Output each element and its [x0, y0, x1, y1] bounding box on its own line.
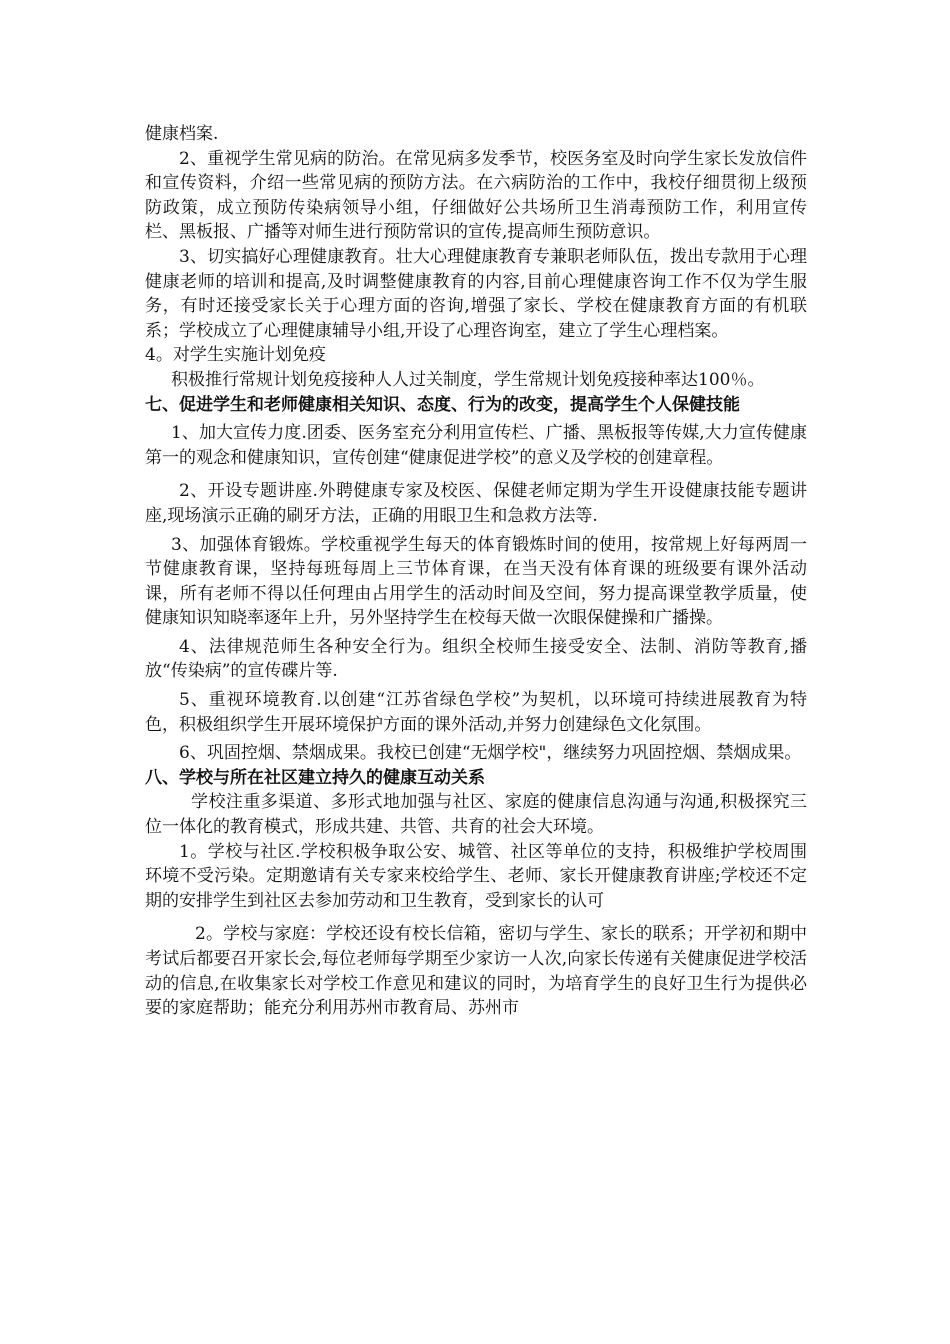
paragraph-lectures: 2、开设专题讲座.外聘健康专家及校医、保健老师定期为学生开设健康技能专题讲座,现场演示正确的刷牙方法，正确的用眼卫生和急救方法等. [145, 481, 807, 526]
document-body [145, 122, 807, 1021]
section-heading-7: 七、促进学生和老师健康相关知识、态度、行为的改变，提高学生个人保健技能 [145, 394, 740, 415]
paragraph-immunization: 积极推行常规计划免疫接种人人过关制度，学生常规计划免疫接种率达100％。 [171, 369, 765, 390]
paragraph-mental-health: 3、切实搞好心理健康教育。壮大心理健康教育专兼职老师队伍，拨出专款用于心理健康老师的培训和提高,及时调整健康教育的内容,目前心理健康咨询工作不仅为学生服务，有时还接受家长关于心理方面的咨询,增强了家长、学校在健康教育方面的有机联系；学校成立了心理健康辅导小组,开设了心理咨询室，建立了学生心理档案。 [145, 246, 807, 341]
paragraph-community-intro: 学校注重多渠道、多形式地加强与社区、家庭的健康信息沟通与沟通,积极探究三位一体化的教育模式，形成共建、共管、共育的社会大环境。 [145, 792, 807, 838]
paragraph-disease-prevention: 2、重视学生常见病的防治。在常见病多发季节，校医务室及时向学生家长发放信件和宣传资料，介绍一些常见病的预防方法。在六病防治的工作中，我校仔细贯彻上级预防政策，成立预防传染病领导小组，仔细做好公共场所卫生消毒预防工作，利用宣传栏、黑板报、广播等对师生进行预防常识的宣传,提高师生预防意识。 [145, 148, 807, 243]
paragraph-smoking-control: 6、巩固控烟、禁烟成果。我校已创建“无烟学校"，继续努力巩固控烟、禁烟成果。 [179, 743, 802, 764]
paragraph-immunization-heading: 4。对学生实施计划免疫 [145, 345, 326, 366]
paragraph-physical-exercise: 3、加强体育锻炼。学校重视学生每天的体育锻炼时间的使用，按常规上好每两周一节健康教育课，坚持每班每周上三节体育课，在当天没有体育课的班级要有课外活动课，所有老师不得以任何理由占用学生的活动时间及空间，努力提高课堂教学质量，使健康知识知晓率逐年上升，另外坚持学生在校每天做一次眼保健操和广播操。 [145, 534, 807, 629]
paragraph-health-records: 健康档案. [145, 124, 219, 144]
section-heading-8: 八、学校与所在社区建立持久的健康互动关系 [145, 767, 485, 788]
paragraph-publicity: 1、加大宣传力度.团委、医务室充分利用宣传栏、广播、黑板报等传媒,大力宣传健康第一的观念和健康知识，宣传创建“健康促进学校”的意义及学校的创建章程。 [145, 423, 807, 468]
paragraph-school-family: 2。学校与家庭：学校还设有校长信箱，密切与学生、家长的联系；开学初和期中考试后都要召开家长会,每位老师每学期至少家访一人次,向家长传递有关健康促进学校活动的信息,在收集家长对学校工作意见和建议的同时，为培育学生的良好卫生行为提供必要的家庭帮助；能充分利用苏州市教育局、苏州市 [145, 924, 807, 1019]
paragraph-safety: 4、法律规范师生各种安全行为。组织全校师生接受安全、法制、消防等教育,播放“传染病”的宣传碟片等. [145, 636, 807, 682]
paragraph-environment: 5、重视环境教育.以创建“江苏省绿色学校”为契机，以环境可持续进展教育为特色，积极组织学生开展环境保护方面的课外活动,并努力创建绿色文化氛围。 [145, 690, 807, 735]
paragraph-school-community: 1。学校与社区.学校积极争取公安、城管、社区等单位的支持，积极维护学校周围环境不受污染。定期邀请有关专家来校给学生、老师、家长开健康教育讲座;学校还不定期的安排学生到社区去参加劳动和卫生教育，受到家长的认可 [145, 841, 807, 911]
